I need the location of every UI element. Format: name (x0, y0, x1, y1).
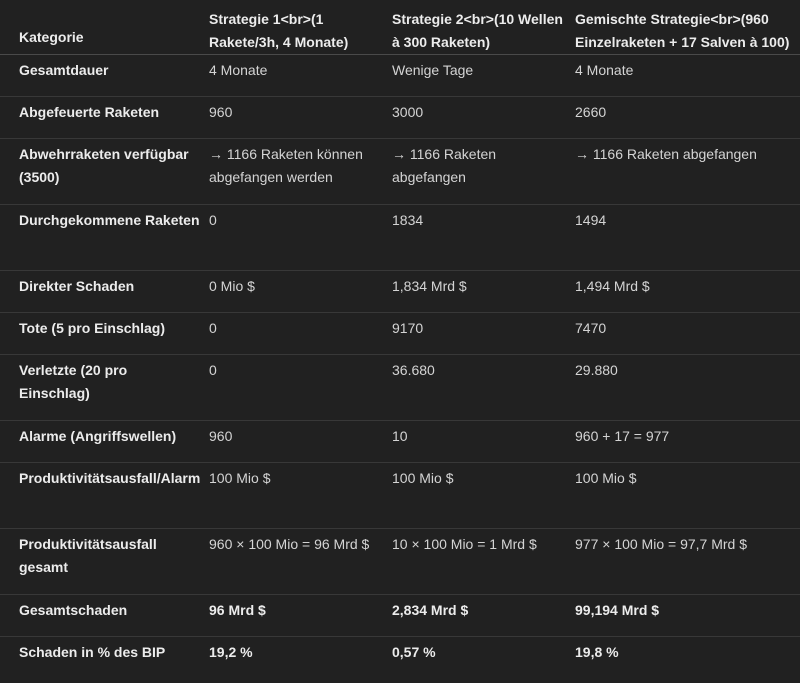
row-label: Gesamtschaden (0, 595, 209, 637)
table-row (0, 139, 800, 205)
table-row (0, 55, 800, 97)
table-row (0, 421, 800, 463)
row-label: Alarme (Angriffswellen) (0, 421, 209, 463)
cell-gemischt: 960 + 17 = 977 (575, 421, 800, 463)
cell-gemischt: 100 Mio $ (575, 463, 800, 529)
row-label: Abgefeuerte Raketen (0, 97, 209, 139)
row-label: Produktivitätsausfall gesamt (0, 529, 209, 595)
cell-strategie-2: 9170 (392, 313, 575, 355)
cell-gemischt: 1,494 Mrd $ (575, 271, 800, 313)
cell-strategie-1: 19,2 % (209, 644, 253, 660)
cell-strategie-2: 3000 (392, 97, 575, 139)
table-row (0, 313, 800, 355)
row-label: Direkter Schaden (0, 271, 209, 313)
table-row (0, 355, 800, 421)
cell-strategie-2: 36.680 (392, 355, 575, 421)
cell-gemischt: 2660 (575, 97, 800, 139)
header-gemischte-strategie: Gemischte Strategie<br>(960 Einzelraketen + 17 Salven à 100) (575, 0, 800, 55)
cell-strategie-1: 0 (209, 205, 392, 271)
table-row (0, 595, 800, 637)
cell-gemischt: 19,8 % (575, 644, 619, 660)
cell-strategie-2: 10 × 100 Mio = 1 Mrd $ (392, 529, 575, 595)
row-label: Abwehrraketen verfügbar (3500) (0, 139, 209, 205)
header-strategie-2: Strategie 2<br>(10 Wellen à 300 Raketen) (392, 0, 575, 55)
cell-strategie-2: Wenige Tage (392, 55, 575, 97)
cell-strategie-2: 0,57 % (392, 644, 436, 660)
cell-strategie-1: 0 Mio $ (209, 271, 392, 313)
cell-gemischt: 977 × 100 Mio = 97,7 Mrd $ (575, 529, 800, 595)
cell-strategie-1: 96 Mrd $ (209, 595, 392, 637)
cell-strategie-1: 0 (209, 313, 392, 355)
header-strategie-1: Strategie 1<br>(1 Rakete/3h, 4 Monate) (209, 0, 392, 55)
cell-strategie-2: 2,834 Mrd $ (392, 595, 575, 637)
table-row (0, 271, 800, 313)
row-label: Tote (5 pro Einschlag) (0, 313, 209, 355)
cell-strategie-1: 960 (209, 97, 392, 139)
cell-strategie-1: 100 Mio $ (209, 463, 392, 529)
cell-strategie-2: 1,834 Mrd $ (392, 271, 575, 313)
cell-strategie-1: 4 Monate (209, 55, 392, 97)
table-row (0, 205, 800, 271)
cell-gemischt: 29.880 (575, 355, 800, 421)
row-label: Schaden in % des BIP (19, 644, 166, 660)
header-kategorie: Kategorie (0, 0, 209, 55)
cell-gemischt: 99,194 Mrd $ (575, 595, 800, 637)
cell-gemischt: → 1166 Raketen abgefangen (575, 139, 800, 205)
table-row (0, 463, 800, 529)
table-header-row (0, 0, 800, 55)
row-label: Verletzte (20 pro Einschlag) (0, 355, 209, 421)
cell-strategie-1: → 1166 Raketen können abgefangen werden (209, 139, 392, 205)
cell-strategie-2: 100 Mio $ (392, 463, 575, 529)
cell-gemischt: 7470 (575, 313, 800, 355)
table-row (0, 529, 800, 595)
cell-strategie-1: 960 × 100 Mio = 96 Mrd $ (209, 529, 392, 595)
cell-strategie-2: → 1166 Raketen abgefangen (392, 139, 575, 205)
row-label: Durchgekommene Raketen (0, 205, 209, 271)
cell-strategie-2: 1834 (392, 205, 575, 271)
cell-strategie-2: 10 (392, 421, 575, 463)
table-row (0, 637, 800, 679)
cell-strategie-1: 0 (209, 355, 392, 421)
cell-gemischt: 1494 (575, 205, 800, 271)
row-label: Produktivitätsausfall/Alarm (0, 463, 209, 529)
row-label: Gesamtdauer (0, 55, 209, 97)
cell-strategie-1: 960 (209, 421, 392, 463)
cell-gemischt: 4 Monate (575, 55, 800, 97)
table-row (0, 97, 800, 139)
